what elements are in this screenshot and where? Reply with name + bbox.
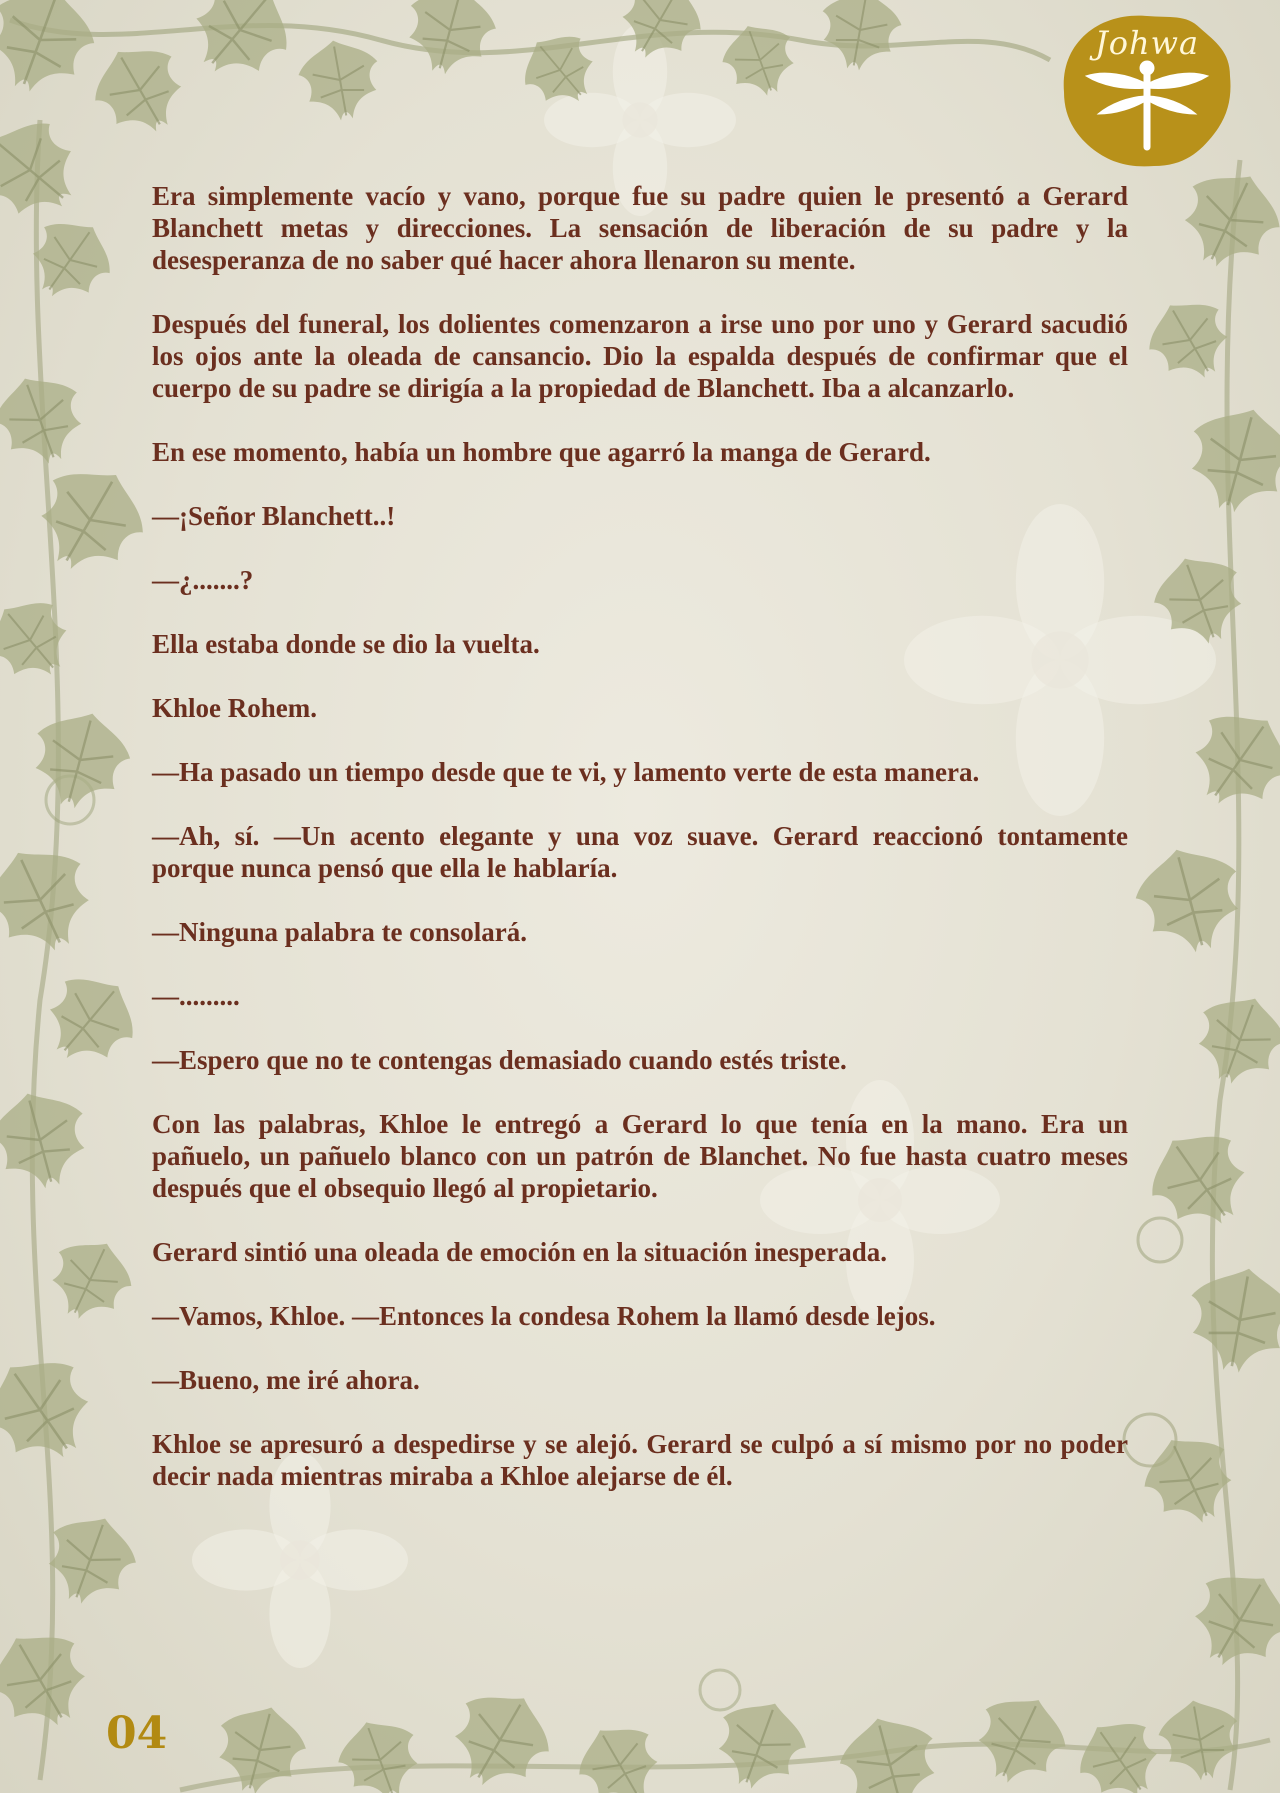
page-number: 04 (106, 1708, 168, 1759)
paragraph: —Espero que no te contengas demasiado cuando estés triste. (152, 1045, 847, 1075)
paragraph: —¡Señor Blanchett..! (152, 501, 396, 531)
paragraph: Era simplemente vacío y vano, porque fue su padre quien le presentó a Gerard Blanchett metas y direcciones. La sensación de liberación de su padre y la desesperanza de no saber qué hacer ahora llenaron su mente. (152, 181, 1128, 275)
logo-text: Johwa (1094, 24, 1200, 62)
paragraph: —......... (152, 981, 240, 1011)
paragraph: —Ninguna palabra te consolará. (152, 917, 528, 947)
paragraph: —Bueno, me iré ahora. (152, 1365, 420, 1395)
story-text (152, 180, 1128, 1524)
paragraph: Después del funeral, los dolientes comenzaron a irse uno por uno y Gerard sacudió los ojos ante la oleada de cansancio. Dio la espalda después de confirmar que el cuerpo de su padre se dirigía a la propiedad de Blanchett. Iba a alcanzarlo. (152, 309, 1128, 403)
paragraph: —¿.......? (152, 565, 254, 595)
publisher-logo (1058, 12, 1236, 170)
paragraph: En ese momento, había un hombre que agarró la manga de Gerard. (152, 437, 931, 467)
paragraph: Ella estaba donde se dio la vuelta. (152, 629, 540, 659)
paragraph: Con las palabras, Khloe le entregó a Gerard lo que tenía en la mano. Era un pañuelo, un pañuelo blanco con un patrón de Blanchet. No fue hasta cuatro meses después que el obsequio llegó al propietario. (152, 1109, 1128, 1203)
paragraph: —Ah, sí. —Un acento elegante y una voz suave. Gerard reaccionó tontamente porque nunca pensó que ella le hablaría. (152, 821, 1128, 883)
paragraph: —Vamos, Khloe. —Entonces la condesa Rohem la llamó desde lejos. (152, 1301, 936, 1331)
paragraph: —Ha pasado un tiempo desde que te vi, y lamento verte de esta manera. (152, 757, 980, 787)
paragraph: Khloe se apresuró a despedirse y se alejó. Gerard se culpó a sí mismo por no poder decir nada mientras miraba a Khloe alejarse de él. (152, 1429, 1128, 1491)
paragraph: Gerard sintió una oleada de emoción en la situación inesperada. (152, 1237, 888, 1267)
paragraph: Khloe Rohem. (152, 693, 317, 723)
